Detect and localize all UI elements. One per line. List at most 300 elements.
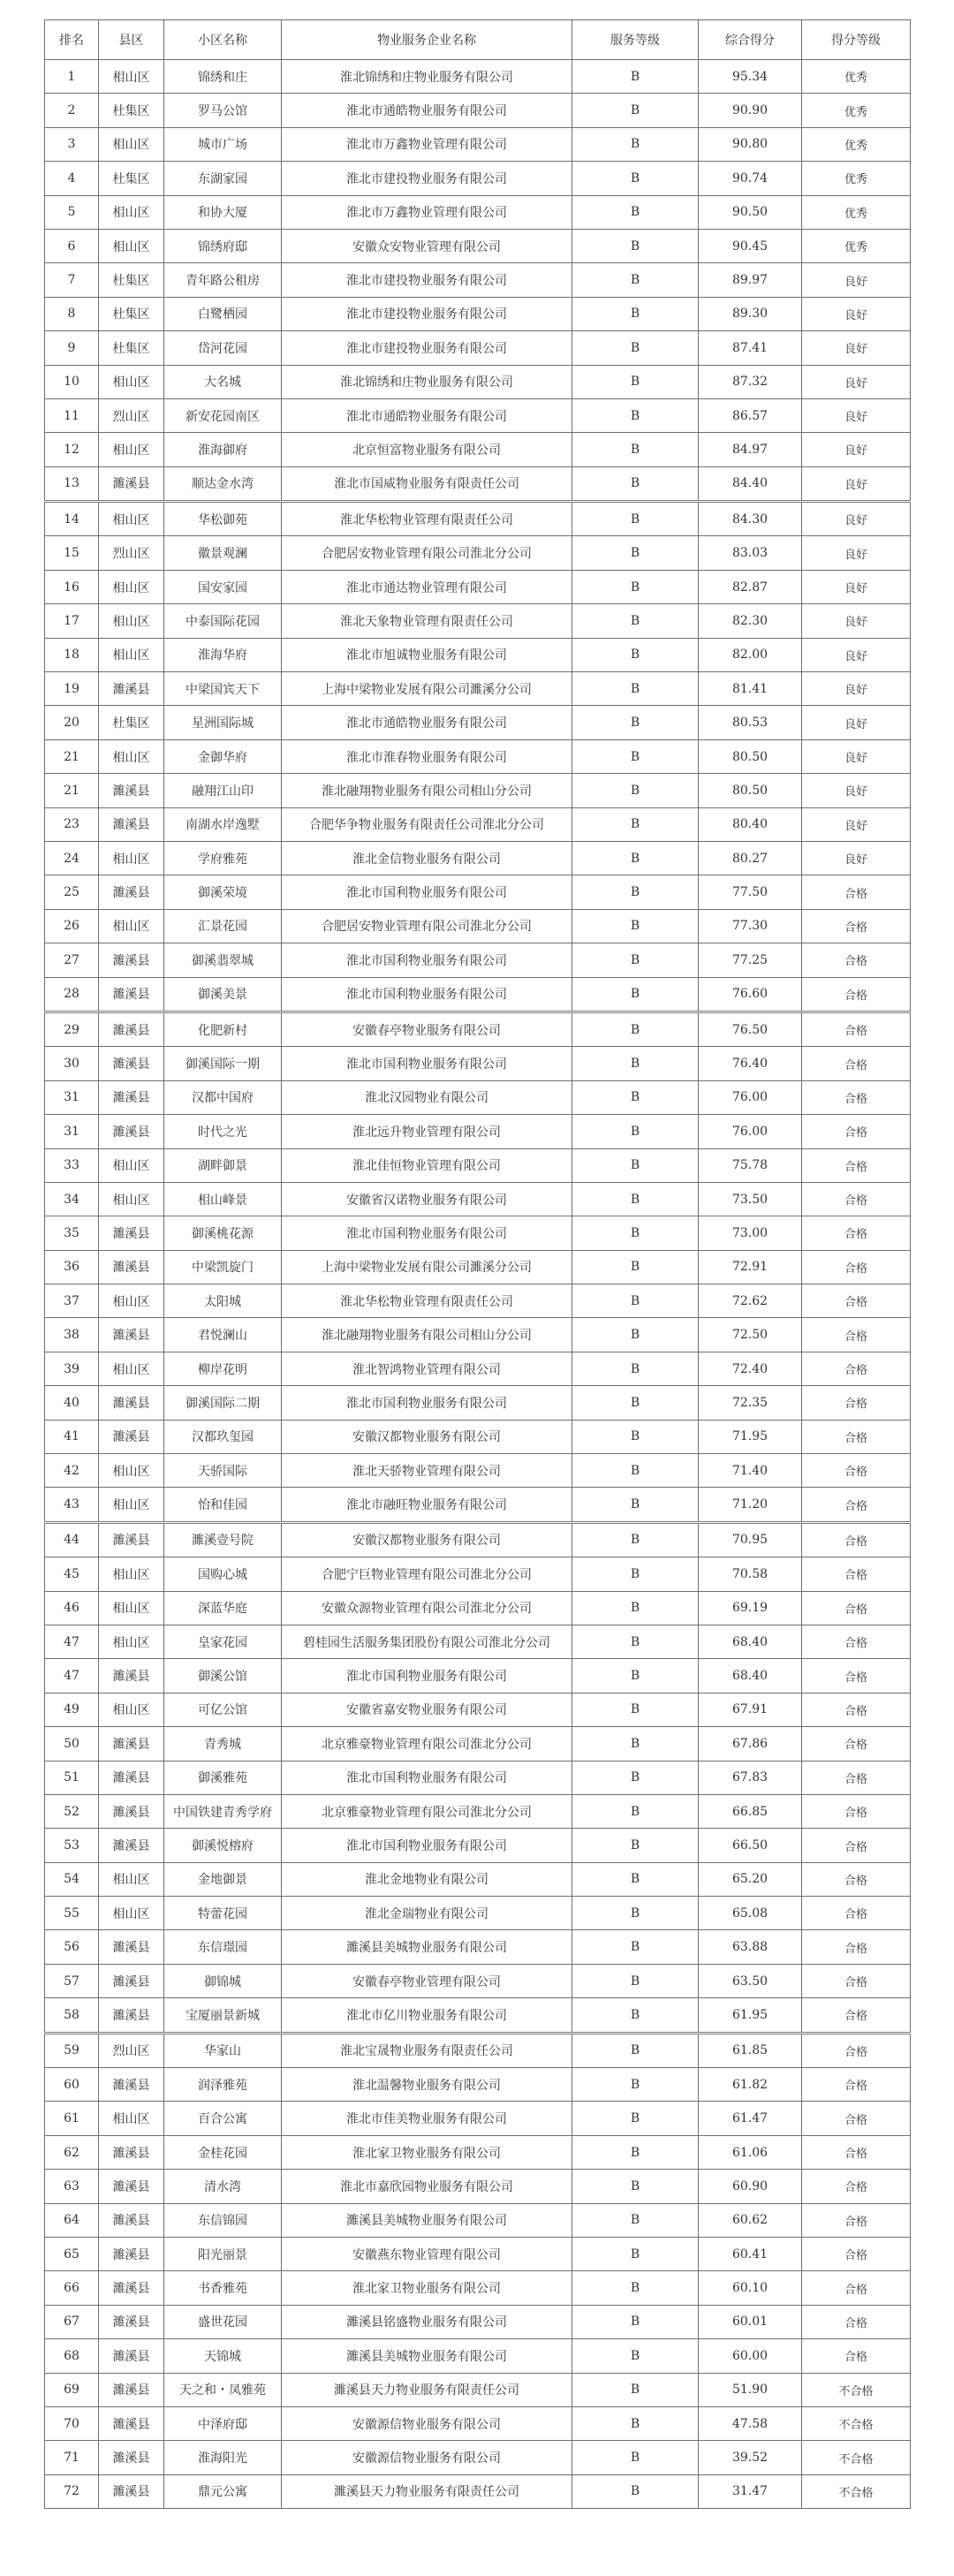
- district-cell: 濉溪县: [99, 672, 164, 706]
- table-row: [45, 570, 911, 603]
- service-level-cell: B: [572, 1352, 699, 1385]
- district-cell: 相山区: [99, 195, 164, 229]
- rank-cell: 25: [45, 875, 99, 909]
- score-cell: 90.80: [699, 127, 802, 161]
- grade-cell: 合格: [802, 1727, 911, 1761]
- grade-cell: 不合格: [802, 2474, 911, 2508]
- community-cell: 御溪公馆: [164, 1659, 282, 1693]
- service-level-cell: B: [572, 2238, 699, 2271]
- grade-cell: 不合格: [802, 2406, 911, 2440]
- table-row: [45, 2238, 911, 2271]
- community-cell: 御锦城: [164, 1964, 282, 1997]
- score-cell: 90.90: [699, 94, 802, 127]
- grade-cell: 合格: [802, 1693, 911, 1726]
- rank-cell: 52: [45, 1794, 99, 1828]
- service-level-cell: B: [572, 297, 699, 330]
- grade-cell: 合格: [802, 1148, 911, 1182]
- score-cell: 60.00: [699, 2339, 802, 2373]
- service-level-cell: B: [572, 1625, 699, 1658]
- community-cell: 润泽雅苑: [164, 2068, 282, 2102]
- community-cell: 御溪国际二期: [164, 1386, 282, 1420]
- table-row: [45, 2406, 911, 2440]
- company-cell: 淮北市佳美物业服务有限公司: [282, 2102, 572, 2135]
- score-cell: 80.27: [699, 841, 802, 875]
- district-cell: 濉溪县: [99, 2339, 164, 2373]
- district-cell: 濉溪县: [99, 1794, 164, 1828]
- rank-cell: 72: [45, 2474, 99, 2508]
- community-cell: 御溪国际一期: [164, 1047, 282, 1080]
- grade-cell: 良好: [802, 841, 911, 875]
- district-cell: 濉溪县: [99, 1964, 164, 1997]
- score-cell: 82.87: [699, 570, 802, 603]
- district-cell: 相山区: [99, 1591, 164, 1625]
- table-row: [45, 2135, 911, 2169]
- rank-cell: 62: [45, 2135, 99, 2169]
- district-cell: 濉溪县: [99, 2238, 164, 2271]
- rank-cell: 15: [45, 536, 99, 570]
- company-cell: 淮北市通皓物业服务有限公司: [282, 398, 572, 432]
- rank-cell: 8: [45, 297, 99, 330]
- rank-cell: 20: [45, 706, 99, 739]
- company-cell: 合肥居安物业管理有限公司淮北分公司: [282, 909, 572, 943]
- grade-cell: 合格: [802, 1522, 911, 1557]
- service-level-cell: B: [572, 2170, 699, 2203]
- score-cell: 89.97: [699, 263, 802, 297]
- rank-cell: 7: [45, 263, 99, 297]
- rank-cell: 35: [45, 1216, 99, 1250]
- table-row: [45, 774, 911, 807]
- company-cell: 淮北市万鑫物业管理有限公司: [282, 195, 572, 229]
- district-cell: 杜集区: [99, 263, 164, 297]
- company-cell: 安徽源信物业服务有限公司: [282, 2441, 572, 2474]
- rank-cell: 56: [45, 1930, 99, 1964]
- district-cell: 濉溪县: [99, 1216, 164, 1250]
- service-level-cell: B: [572, 162, 699, 195]
- service-level-cell: B: [572, 1080, 699, 1114]
- company-cell: 淮北金瑞物业有限公司: [282, 1897, 572, 1930]
- rank-cell: 21: [45, 739, 99, 773]
- community-cell: 锦绣府邸: [164, 229, 282, 262]
- rank-cell: 70: [45, 2406, 99, 2440]
- district-cell: 烈山区: [99, 398, 164, 432]
- community-cell: 相山峰景: [164, 1182, 282, 1216]
- score-cell: 90.74: [699, 162, 802, 195]
- company-cell: 淮北智鸿物业管理有限公司: [282, 1352, 572, 1385]
- district-cell: 相山区: [99, 604, 164, 638]
- grade-cell: 优秀: [802, 229, 911, 262]
- table-row: [45, 739, 911, 773]
- header-community: 小区名称: [164, 20, 282, 60]
- rank-cell: 39: [45, 1352, 99, 1385]
- service-level-cell: B: [572, 1591, 699, 1625]
- header-district: 县区: [99, 20, 164, 60]
- community-cell: 国安家园: [164, 570, 282, 603]
- table-row: [45, 2441, 911, 2474]
- service-level-cell: B: [572, 1011, 699, 1046]
- community-cell: 汉都中国府: [164, 1080, 282, 1114]
- company-cell: 淮北市建投物业服务有限公司: [282, 162, 572, 195]
- district-cell: 濉溪县: [99, 2441, 164, 2474]
- grade-cell: 良好: [802, 263, 911, 297]
- company-cell: 北京雅豪物业管理有限公司淮北分公司: [282, 1794, 572, 1828]
- district-cell: 濉溪县: [99, 1047, 164, 1080]
- rank-cell: 47: [45, 1659, 99, 1693]
- rank-cell: 26: [45, 909, 99, 943]
- score-cell: 31.47: [699, 2474, 802, 2508]
- score-cell: 80.50: [699, 774, 802, 807]
- score-cell: 66.50: [699, 1829, 802, 1862]
- rank-cell: 5: [45, 195, 99, 229]
- rank-cell: 2: [45, 94, 99, 127]
- community-cell: 时代之光: [164, 1115, 282, 1148]
- service-level-cell: B: [572, 466, 699, 501]
- grade-cell: 优秀: [802, 162, 911, 195]
- table-row: [45, 1693, 911, 1726]
- grade-cell: 合格: [802, 1964, 911, 1997]
- community-cell: 柳岸花明: [164, 1352, 282, 1385]
- grade-cell: 合格: [802, 1284, 911, 1318]
- grade-cell: 合格: [802, 1862, 911, 1896]
- header-row: [45, 20, 911, 60]
- score-cell: 72.91: [699, 1250, 802, 1284]
- company-cell: 淮北市通达物业管理有限公司: [282, 570, 572, 603]
- grade-cell: 合格: [802, 2170, 911, 2203]
- company-cell: 安徽众源物业管理有限公司淮北分公司: [282, 1591, 572, 1625]
- grade-cell: 合格: [802, 1829, 911, 1862]
- service-level-cell: B: [572, 1659, 699, 1693]
- district-cell: 濉溪县: [99, 2135, 164, 2169]
- community-cell: 和协大厦: [164, 195, 282, 229]
- company-cell: 淮北市旭诚物业服务有限公司: [282, 638, 572, 671]
- district-cell: 相山区: [99, 1897, 164, 1930]
- grade-cell: 合格: [802, 2271, 911, 2305]
- service-level-cell: B: [572, 536, 699, 570]
- score-cell: 84.97: [699, 433, 802, 466]
- service-level-cell: B: [572, 2102, 699, 2135]
- table-row: [45, 263, 911, 297]
- grade-cell: 合格: [802, 1454, 911, 1488]
- grade-cell: 合格: [802, 1557, 911, 1591]
- score-cell: 82.00: [699, 638, 802, 671]
- service-level-cell: B: [572, 2373, 699, 2406]
- company-cell: 濉溪县天力物业服务有限责任公司: [282, 2474, 572, 2508]
- district-cell: 濉溪县: [99, 1080, 164, 1114]
- community-cell: 中泰国际花园: [164, 604, 282, 638]
- rank-cell: 17: [45, 604, 99, 638]
- grade-cell: 合格: [802, 1011, 911, 1046]
- district-cell: 濉溪县: [99, 466, 164, 501]
- service-level-cell: B: [572, 2406, 699, 2440]
- community-cell: 御溪雅苑: [164, 1761, 282, 1794]
- community-cell: 白鹭栖园: [164, 297, 282, 330]
- table-row: [45, 2033, 911, 2067]
- table-row: [45, 2170, 911, 2203]
- company-cell: 安徽众安物业管理有限公司: [282, 229, 572, 262]
- company-cell: 淮北锦绣和庄物业服务有限公司: [282, 365, 572, 398]
- district-cell: 濉溪县: [99, 2271, 164, 2305]
- community-cell: 华松御苑: [164, 502, 282, 536]
- rank-cell: 61: [45, 2102, 99, 2135]
- score-cell: 82.30: [699, 604, 802, 638]
- community-cell: 怡和佳园: [164, 1488, 282, 1522]
- service-level-cell: B: [572, 1420, 699, 1453]
- district-cell: 相山区: [99, 570, 164, 603]
- rank-cell: 24: [45, 841, 99, 875]
- company-cell: 淮北天象物业管理有限责任公司: [282, 604, 572, 638]
- table-row: [45, 1080, 911, 1114]
- service-level-cell: B: [572, 2033, 699, 2067]
- service-level-cell: B: [572, 127, 699, 161]
- community-cell: 书香雅苑: [164, 2271, 282, 2305]
- score-cell: 80.53: [699, 706, 802, 739]
- district-cell: 濉溪县: [99, 774, 164, 807]
- score-cell: 71.40: [699, 1454, 802, 1488]
- community-cell: 清水湾: [164, 2170, 282, 2203]
- company-cell: 淮北市嘉欣园物业服务有限公司: [282, 2170, 572, 2203]
- service-level-cell: B: [572, 672, 699, 706]
- community-cell: 太阳城: [164, 1284, 282, 1318]
- score-cell: 73.00: [699, 1216, 802, 1250]
- district-cell: 濉溪县: [99, 2406, 164, 2440]
- company-cell: 合肥居安物业管理有限公司淮北分公司: [282, 536, 572, 570]
- rank-cell: 36: [45, 1250, 99, 1284]
- grade-cell: 不合格: [802, 2373, 911, 2406]
- table-row: [45, 1216, 911, 1250]
- score-cell: 51.90: [699, 2373, 802, 2406]
- community-cell: 御溪美景: [164, 977, 282, 1011]
- score-cell: 84.40: [699, 466, 802, 501]
- district-cell: 濉溪县: [99, 2474, 164, 2508]
- community-cell: 城市广场: [164, 127, 282, 161]
- company-cell: 淮北市建投物业服务有限公司: [282, 297, 572, 330]
- district-cell: 濉溪县: [99, 1386, 164, 1420]
- district-cell: 烈山区: [99, 536, 164, 570]
- company-cell: 北京雅豪物业管理有限公司淮北分公司: [282, 1727, 572, 1761]
- table-row: [45, 875, 911, 909]
- score-cell: 70.95: [699, 1522, 802, 1557]
- community-cell: 融翔江山印: [164, 774, 282, 807]
- service-level-cell: B: [572, 706, 699, 739]
- grade-cell: 合格: [802, 1216, 911, 1250]
- rank-cell: 3: [45, 127, 99, 161]
- score-cell: 61.85: [699, 2033, 802, 2067]
- service-level-cell: B: [572, 604, 699, 638]
- community-cell: 君悦澜山: [164, 1318, 282, 1352]
- rank-cell: 55: [45, 1897, 99, 1930]
- community-cell: 中泽府邸: [164, 2406, 282, 2440]
- district-cell: 濉溪县: [99, 1011, 164, 1046]
- rank-cell: 45: [45, 1557, 99, 1591]
- table-row: [45, 466, 911, 501]
- grade-cell: 良好: [802, 466, 911, 501]
- score-cell: 66.85: [699, 1794, 802, 1828]
- grade-cell: 合格: [802, 1182, 911, 1216]
- score-cell: 61.82: [699, 2068, 802, 2102]
- district-cell: 相山区: [99, 638, 164, 671]
- grade-cell: 合格: [802, 1930, 911, 1964]
- score-cell: 87.41: [699, 331, 802, 365]
- table-row: [45, 977, 911, 1011]
- company-cell: 淮北金信物业服务有限公司: [282, 841, 572, 875]
- service-level-cell: B: [572, 2135, 699, 2169]
- table-row: [45, 1454, 911, 1488]
- score-cell: 72.35: [699, 1386, 802, 1420]
- rank-cell: 63: [45, 2170, 99, 2203]
- company-cell: 淮北华松物业管理有限责任公司: [282, 502, 572, 536]
- score-cell: 68.40: [699, 1625, 802, 1658]
- table-row: [45, 807, 911, 841]
- district-cell: 濉溪县: [99, 1761, 164, 1794]
- rank-cell: 54: [45, 1862, 99, 1896]
- community-cell: 新安花园南区: [164, 398, 282, 432]
- score-cell: 75.78: [699, 1148, 802, 1182]
- community-cell: 金地御景: [164, 1862, 282, 1896]
- district-cell: 濉溪县: [99, 1659, 164, 1693]
- service-level-cell: B: [572, 2474, 699, 2508]
- rank-cell: 68: [45, 2339, 99, 2373]
- company-cell: 碧桂园生活服务集团股份有限公司淮北分公司: [282, 1625, 572, 1658]
- grade-cell: 合格: [802, 1420, 911, 1453]
- district-cell: 濉溪县: [99, 1522, 164, 1557]
- score-cell: 72.40: [699, 1352, 802, 1385]
- community-cell: 学府雅苑: [164, 841, 282, 875]
- company-cell: 安徽省嘉安物业服务有限公司: [282, 1693, 572, 1726]
- rank-cell: 47: [45, 1625, 99, 1658]
- score-cell: 65.20: [699, 1862, 802, 1896]
- table-row: [45, 1488, 911, 1522]
- service-level-cell: B: [572, 331, 699, 365]
- score-cell: 60.62: [699, 2203, 802, 2237]
- company-cell: 北京恒富物业服务有限公司: [282, 433, 572, 466]
- service-level-cell: B: [572, 1897, 699, 1930]
- community-cell: 罗马公馆: [164, 94, 282, 127]
- rank-cell: 44: [45, 1522, 99, 1557]
- service-level-cell: B: [572, 977, 699, 1011]
- service-level-cell: B: [572, 909, 699, 943]
- community-cell: 汉都玖玺园: [164, 1420, 282, 1453]
- company-cell: 上海中梁物业发展有限公司濉溪分公司: [282, 1250, 572, 1284]
- service-level-cell: B: [572, 739, 699, 773]
- district-cell: 濉溪县: [99, 1829, 164, 1862]
- district-cell: 相山区: [99, 433, 164, 466]
- service-level-cell: B: [572, 875, 699, 909]
- rank-cell: 10: [45, 365, 99, 398]
- district-cell: 杜集区: [99, 706, 164, 739]
- community-cell: 天骄国际: [164, 1454, 282, 1488]
- grade-cell: 合格: [802, 2068, 911, 2102]
- company-cell: 淮北市建投物业服务有限公司: [282, 263, 572, 297]
- table-row: [45, 1522, 911, 1557]
- header-company: 物业服务企业名称: [282, 20, 572, 60]
- grade-cell: 优秀: [802, 94, 911, 127]
- table-row: [45, 2373, 911, 2406]
- service-level-cell: B: [572, 1693, 699, 1726]
- company-cell: 淮北市国利物业服务有限公司: [282, 1386, 572, 1420]
- rank-cell: 50: [45, 1727, 99, 1761]
- score-cell: 61.47: [699, 2102, 802, 2135]
- table-row: [45, 1659, 911, 1693]
- company-cell: 淮北市国利物业服务有限公司: [282, 1659, 572, 1693]
- community-cell: 淮海御府: [164, 433, 282, 466]
- rank-cell: 60: [45, 2068, 99, 2102]
- table-row: [45, 1727, 911, 1761]
- community-cell: 化肥新村: [164, 1011, 282, 1046]
- company-cell: 淮北市国利物业服务有限公司: [282, 1216, 572, 1250]
- table-row: [45, 841, 911, 875]
- service-level-cell: B: [572, 2305, 699, 2338]
- district-cell: 相山区: [99, 1862, 164, 1896]
- grade-cell: 良好: [802, 502, 911, 536]
- service-level-cell: B: [572, 1522, 699, 1557]
- table-row: [45, 1420, 911, 1453]
- grade-cell: 良好: [802, 706, 911, 739]
- community-cell: 濉溪壹号院: [164, 1522, 282, 1557]
- company-cell: 淮北融翔物业服务有限公司相山分公司: [282, 1318, 572, 1352]
- grade-cell: 良好: [802, 672, 911, 706]
- grade-cell: 合格: [802, 2339, 911, 2373]
- table-row: [45, 127, 911, 161]
- district-cell: 相山区: [99, 502, 164, 536]
- district-cell: 濉溪县: [99, 2068, 164, 2102]
- score-cell: 67.86: [699, 1727, 802, 1761]
- score-cell: 86.57: [699, 398, 802, 432]
- ranking-document: [44, 19, 910, 2509]
- company-cell: 淮北远升物业管理有限公司: [282, 1115, 572, 1148]
- company-cell: 上海中梁物业发展有限公司濉溪分公司: [282, 672, 572, 706]
- company-cell: 安徽春亭物业服务有限公司: [282, 1011, 572, 1046]
- service-level-cell: B: [572, 2203, 699, 2237]
- service-level-cell: B: [572, 2339, 699, 2373]
- service-level-cell: B: [572, 1862, 699, 1896]
- district-cell: 濉溪县: [99, 2305, 164, 2338]
- score-cell: 67.83: [699, 1761, 802, 1794]
- grade-cell: 合格: [802, 943, 911, 977]
- grade-cell: 合格: [802, 1047, 911, 1080]
- grade-cell: 合格: [802, 1591, 911, 1625]
- service-level-cell: B: [572, 841, 699, 875]
- company-cell: 淮北家卫物业服务有限公司: [282, 2271, 572, 2305]
- score-cell: 70.58: [699, 1557, 802, 1591]
- company-cell: 淮北天骄物业管理有限公司: [282, 1454, 572, 1488]
- table-row: [45, 1625, 911, 1658]
- company-cell: 淮北佳恒物业管理有限公司: [282, 1148, 572, 1182]
- district-cell: 相山区: [99, 1693, 164, 1726]
- grade-cell: 合格: [802, 1115, 911, 1148]
- rank-cell: 21: [45, 774, 99, 807]
- score-cell: 60.01: [699, 2305, 802, 2338]
- company-cell: 淮北市融旺物业服务有限公司: [282, 1488, 572, 1522]
- service-level-cell: B: [572, 570, 699, 603]
- rank-cell: 42: [45, 1454, 99, 1488]
- district-cell: 濉溪县: [99, 1727, 164, 1761]
- company-cell: 淮北市通皓物业服务有限公司: [282, 94, 572, 127]
- grade-cell: 合格: [802, 2238, 911, 2271]
- rank-cell: 46: [45, 1591, 99, 1625]
- table-row: [45, 2305, 911, 2338]
- table-row: [45, 195, 911, 229]
- service-level-cell: B: [572, 943, 699, 977]
- table-row: [45, 1761, 911, 1794]
- service-level-cell: B: [572, 1488, 699, 1522]
- community-cell: 御溪桃花源: [164, 1216, 282, 1250]
- grade-cell: 良好: [802, 739, 911, 773]
- district-cell: 相山区: [99, 841, 164, 875]
- grade-cell: 良好: [802, 398, 911, 432]
- table-row: [45, 909, 911, 943]
- table-row: [45, 502, 911, 536]
- community-cell: 华家山: [164, 2033, 282, 2067]
- company-cell: 淮北市国利物业服务有限公司: [282, 875, 572, 909]
